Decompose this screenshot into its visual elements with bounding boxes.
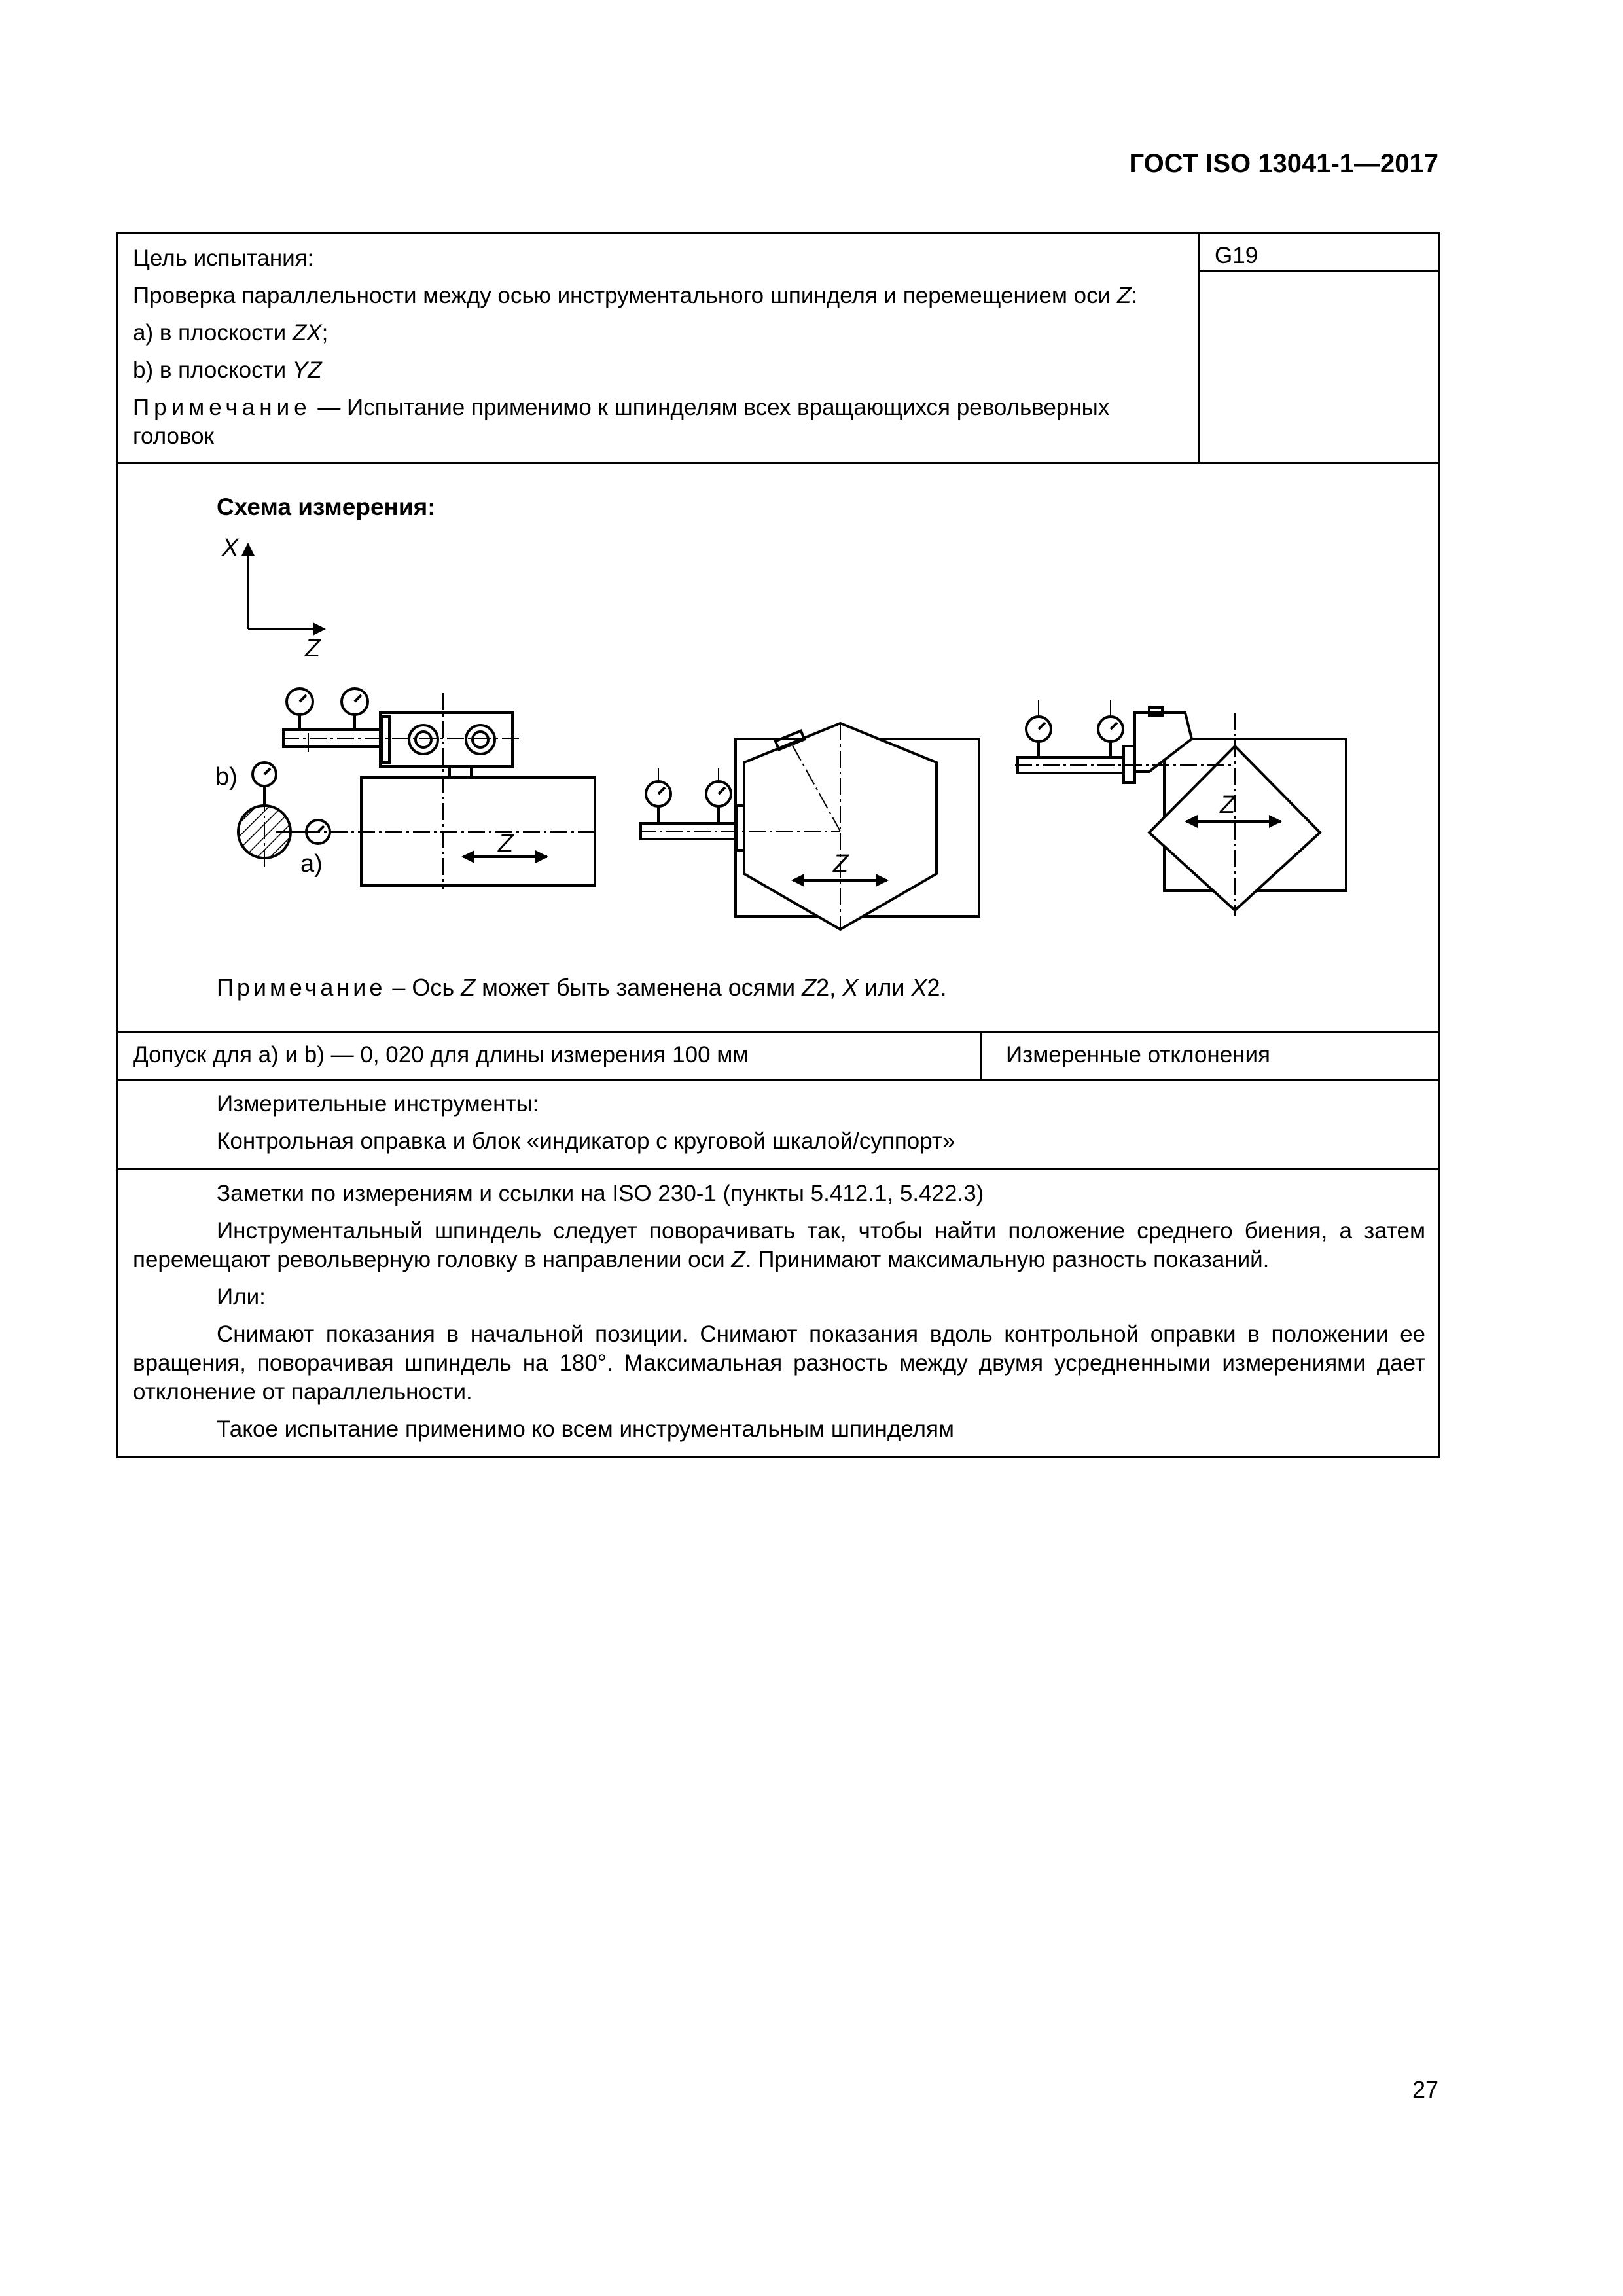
notes-cell — [118, 1170, 1440, 1458]
tolerance-row — [118, 1032, 1440, 1080]
test-card-table — [116, 232, 1440, 1458]
right-assembly — [1018, 708, 1346, 910]
axes-icon — [248, 544, 325, 629]
instruments-text: Контрольная оправка и блок «индикатор с круговой шкалой/суппорт» — [217, 1128, 955, 1154]
figure-row — [118, 463, 1440, 1032]
middle-assembly — [641, 723, 979, 929]
label-a: a) — [300, 850, 323, 878]
left-z-label: Z — [498, 830, 514, 857]
notes-p1: Заметки по измерениям и ссылки на ISO 230-1 (пункты 5.412.1, 5.422.3) — [217, 1181, 984, 1206]
notes-p2: Инструментальный шпиндель следует поворачивать так, чтобы найти положение среднего биения, а затем перемещают револьверную головку в направлении оси Z. Принимают максимальную разность показаний. — [133, 1218, 1426, 1272]
document-header: ГОСТ ISO 13041-1—2017 — [1129, 149, 1438, 178]
instruments-row — [118, 1080, 1440, 1170]
axis-x-label: X — [222, 534, 239, 562]
label-b: b) — [215, 763, 238, 791]
page-number: 27 — [1412, 2076, 1438, 2103]
objective-row — [118, 233, 1440, 463]
figure-cell — [118, 463, 1440, 1032]
notes-row — [118, 1170, 1440, 1458]
turret-tool-a-icon — [409, 725, 438, 754]
middle-z-label: Z — [833, 850, 849, 878]
left-turret-head — [380, 713, 512, 766]
test-code: G19 — [1200, 234, 1438, 272]
objective-text: Проверка параллельности между осью инструментального шпинделя и перемещением оси Z: — [133, 283, 1138, 308]
turret-tool-b-icon — [466, 725, 495, 754]
notes-p5: Такое испытание применимо ко всем инструментальным шпинделям — [217, 1416, 954, 1442]
objective-note: Примечание — Испытание применимо к шпинделям всех вращающихся револьверных головок — [133, 395, 1110, 449]
code-cell — [1200, 233, 1440, 463]
measurement-diagram — [118, 464, 1436, 1031]
right-z-label: Z — [1220, 791, 1236, 819]
figure-note: Примечание – Ось Z может быть заменена осями Z2, X или X2. — [217, 974, 947, 1001]
objective-cell — [118, 233, 1200, 463]
instruments-label: Измерительные инструменты: — [217, 1091, 539, 1117]
instruments-cell — [118, 1080, 1440, 1170]
objective-label: Цель испытания: — [133, 245, 314, 271]
notes-p3: Или: — [217, 1284, 266, 1310]
measured-deviations-cell: Измеренные отклонения — [982, 1032, 1440, 1080]
figure-title: Схема измерения: — [217, 493, 436, 520]
notes-p4: Снимают показания в начальной позиции. Снимают показания вдоль контрольной оправки в положении ее вращения, поворачивая шпиндель на 180°. Максимальная разность между двумя усредненными измерениями дает отклонение от параллельности. — [133, 1321, 1426, 1405]
tolerance-cell: Допуск для a) и b) — 0, 020 для длины измерения 100 мм — [118, 1032, 982, 1080]
objective-item-b: b) в плоскости YZ — [133, 357, 322, 383]
objective-item-a: a) в плоскости ZX; — [133, 320, 329, 346]
axis-z-label: Z — [305, 635, 321, 662]
